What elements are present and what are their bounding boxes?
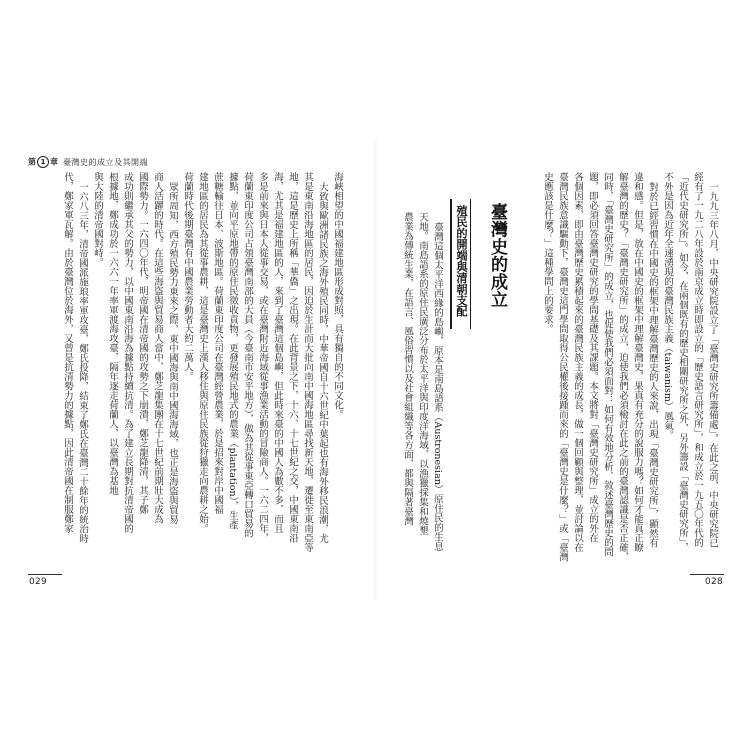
page-gutter <box>372 140 378 600</box>
text-column: 與大陸的清帝國對峙。 <box>92 172 103 267</box>
text-column: 各個因素，即由臺灣歷史累積起來的臺灣民族主義的成長，做一個回顧與整理，並討論以在 <box>572 172 583 552</box>
text-column: 荷蘭東印度公司占領臺灣南部的大員（今臺南市安平地方），做為其從事東亞轉口貿易的 <box>242 172 253 538</box>
page-number-right: 028 <box>705 577 724 587</box>
text-column: 荷蘭時代後期臺灣有中國農業勞動者大約二萬人。 <box>182 172 193 381</box>
page-number-rule <box>690 574 724 575</box>
text-column: 一九九三年八月，中央研究院設立了「臺灣史研究所籌備處」，在此之前，中央研究院已 <box>707 181 718 548</box>
text-column: 海峽相望的中國福建地區形成對照，具有獨自的不同文化。 <box>332 172 343 419</box>
text-column: 臺灣這個太平洋西緣的島嶼，原本是南島語系（Austronesian）原住民的生息 <box>432 221 443 551</box>
page-number-rule <box>28 574 62 575</box>
running-header <box>28 156 148 169</box>
text-column: 大致與歐洲諸民族之海外殖民同時，中華帝國自十六世紀中葉起也有海外移民浪潮，尤 <box>317 181 328 543</box>
text-column: 史應該是什麼？」這種學問上的要求。 <box>542 172 553 334</box>
text-column: 據點，並向平原地帶的原住民徵收貢物，更發展殖民地式的農業（plantation），生產 <box>227 172 238 530</box>
text-column: 經有了一九二八年設於南京成立時即設立的「歷史語言研究所」，和成立於一九五〇年代的 <box>692 172 703 548</box>
text-column: 其是東南沿海地區的居民，因迫於生計而大批向南中國海地區尋找新天地，遷徙至東南亞等 <box>302 172 313 552</box>
text-column: 地，這是歷史上所稱「華僑」之出現。在此背景之下，十六、十七世紀之交，中國東南沿 <box>287 172 298 543</box>
running-title: 臺灣史的成立及其開端 <box>63 157 148 167</box>
text-column: 「近代史研究所」。如今，在兩個既有的歷史相關研究所之外，另外籌設「臺灣史研究所」， <box>677 172 688 552</box>
text-column: 眾所周知，西方殖民勢力東來之際，東中國海與南中國海海域，也正是海盜與貿易 <box>167 181 178 524</box>
text-column: 農業為傳統生業，在語言、風俗習慣以及社會組織等各方面，都與隔著臺灣 <box>402 212 413 526</box>
text-column: 國際勢力。一六四〇年代，明帝國在清帝國的攻勢之下崩潰，鄭芝龍降清，其子鄭 <box>137 172 148 514</box>
chapter-prefix: 第 <box>28 157 36 167</box>
text-column: 根據地，鄭成功於一六六一年率軍渡海攻臺，隔年逐走荷蘭人，以臺灣為基地 <box>107 172 118 495</box>
subsection-heading-box <box>450 199 471 329</box>
text-column: 成功則繼承其父的勢力，以中國東南沿海為據點持續抗清。為了建立長期對抗清帝國的 <box>122 172 133 533</box>
text-column: 海，尤其是福建地區的人，來到了臺灣這個島嶼，但此時來臺的中國人為數不多，而且 <box>272 172 283 533</box>
page-number-left: 029 <box>29 577 48 587</box>
text-column: 題，即必須回答臺灣史研究的學問基礎及其課題。本文將對「臺灣史研究所」成立的外在 <box>587 172 598 543</box>
text-column: 商人活躍的時代。在這些海盜與貿易商人當中，鄭芝龍集團在十七世紀前期壯大成為 <box>152 172 163 524</box>
text-column: 違和感。但是，放在中國史的框架中理解臺灣史，果真有充分的說服力嗎？如何才能真正瞭 <box>632 172 643 552</box>
text-column: 同時，「臺灣史研究所」的成立，也促使我們必須面對：如何有效地分析、敘述臺灣歷史的問 <box>602 172 613 557</box>
chapter-number-badge: 1 <box>37 156 49 168</box>
text-column: 一六八三年，清帝國派施琅率軍攻臺，鄭氏投降，結束了鄭氏在臺灣二十餘年的統治時 <box>77 181 88 543</box>
text-column: 蔗糖輸往日本、波斯地區。荷蘭東印度公司在臺灣經營農業，於是招來對岸中國福 <box>212 172 223 514</box>
text-column: 代，鄭家軍瓦解。由於臺灣位於海外，又曾是抗清勢力的據點，因此清帝國在制服鄭家 <box>62 172 73 533</box>
text-column: 建地區的居民為其從事農耕，這是臺灣史上漢人移住與原住民族從狩獵走向農耕之始。 <box>197 172 208 533</box>
text-column: 對於已經習慣在中國史的框架中理解臺灣歷史的人來說，出現「臺灣史研究所」，顯然有 <box>647 181 658 548</box>
chapter-suffix: 章 <box>50 157 58 167</box>
text-column: 臺灣民族意識驅動下，臺灣史這門學問取得公民權後接踵而來的「臺灣史是什麼？」或「臺灣 <box>557 172 568 562</box>
section-title: 臺灣史的成立 <box>487 203 507 308</box>
text-column: 多是前來與日本人從事交易，或在臺灣附近海域從事漁業活動的冒險商人。一六二四年， <box>257 172 268 543</box>
text-column: 不外是因為近年全速湧現的臺灣民族主義（taiwanism）風氣。 <box>662 172 673 440</box>
subsection-heading: 殖民的開端與清朝支配 <box>455 205 468 317</box>
text-column: 解臺灣的歷史？「臺灣史研究所」的成立，迫使我們必須檢討在此之前的臺灣認識是否正確， <box>617 172 628 562</box>
text-column: 天地。南島語系的原住民廣泛分布於太平洋與印度洋海域，以漁獵採集和燒墾 <box>417 212 428 535</box>
